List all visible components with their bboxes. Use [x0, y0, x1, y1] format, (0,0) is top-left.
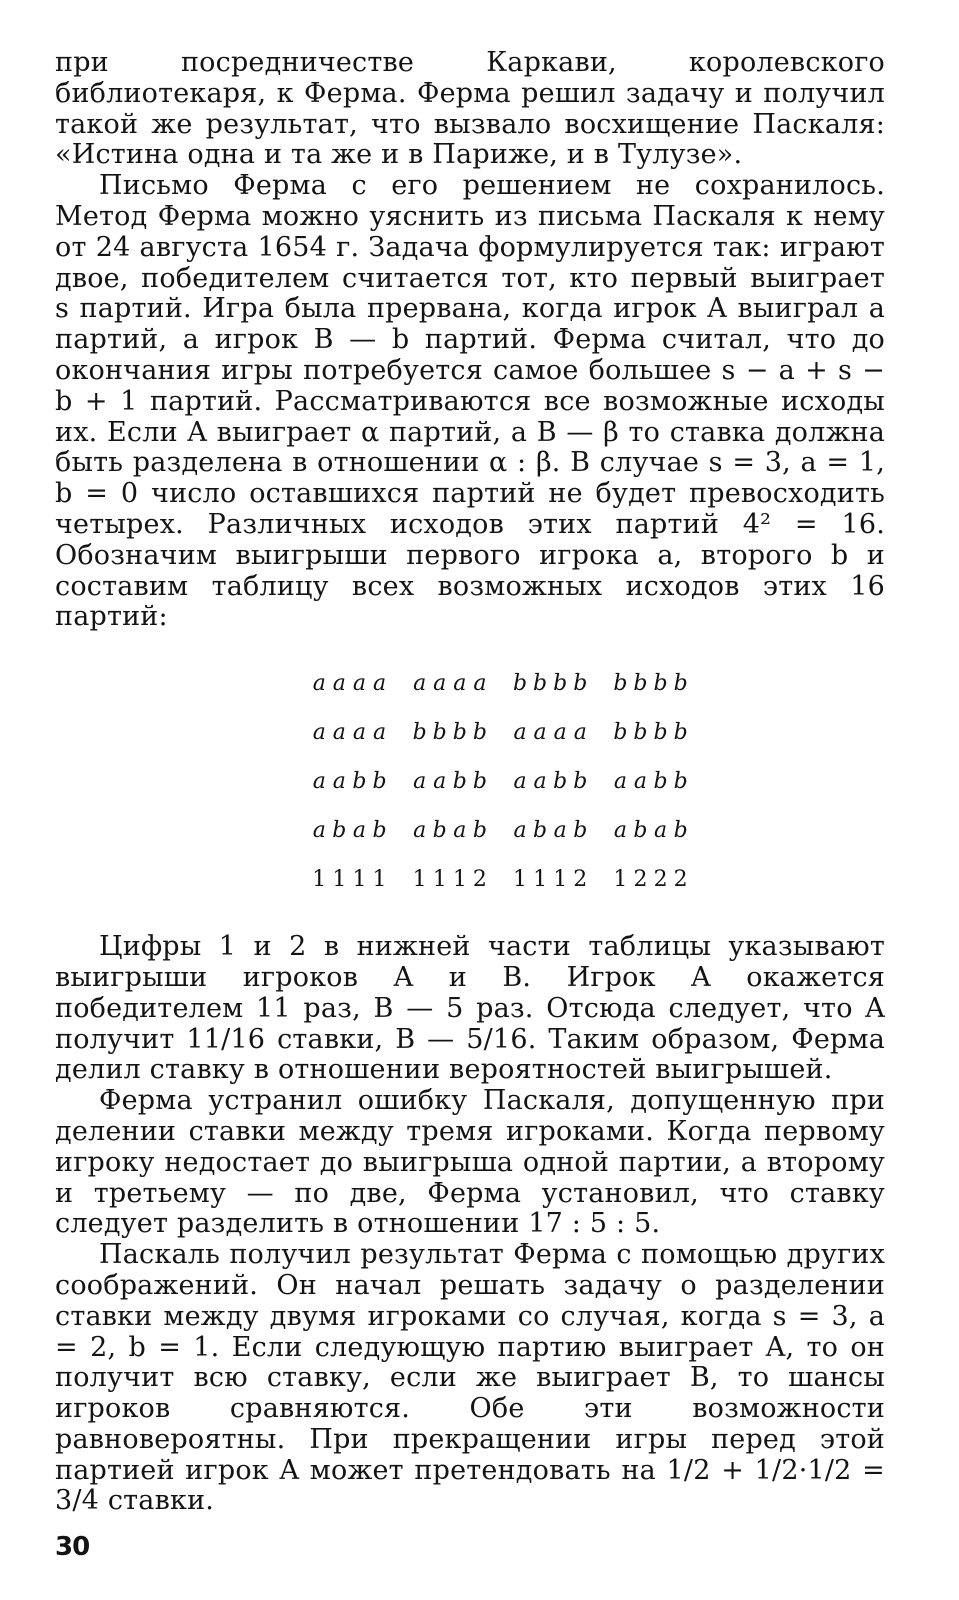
table-cell: 2 [573, 867, 588, 893]
table-row [309, 806, 690, 855]
table-cell: 2 [633, 867, 648, 893]
table-cell: b [613, 720, 628, 746]
table-cell: a [433, 671, 447, 697]
table-cell: a [513, 769, 527, 795]
group-gap [590, 757, 610, 806]
table-row [309, 659, 690, 708]
table-cell: b [533, 818, 548, 844]
outcomes-table-container [55, 659, 885, 904]
table-cell: b [633, 818, 648, 844]
table-cell: a [433, 769, 447, 795]
table-cell: b [633, 671, 648, 697]
table-cell: 1 [412, 867, 427, 893]
paragraph-fermat-method: Письмо Ферма с его решением не сохранилось. Метод Ферма можно уяснить из письма Паскаля к нему от 24 августа 1654 г. Задача формулируется так: играют двое, победителем считается тот, кто первый выиграет s партий. Игра была прервана, когда игрок A выиграл a партий, а игрок B — b партий. Ферма считал, что до окончания игры потребуется самое большее s − a + s − b + 1 партий. Рассматриваются все возможные исходы их. Если A выиграет α партий, а B — β то ставка должна быть разделена в отношении α : β. В случае s = 3, a = 1, b = 0 число оставшихся партий не будет превосходить четырех. Различных исходов этих партий 4² = 16. Обозначим выигрыши первого игрока a, второго b и составим таблицу всех возможных исходов этих 16 партий: [55, 170, 885, 633]
group-gap [390, 659, 410, 708]
group-gap [590, 708, 610, 757]
table-cell: a [352, 818, 366, 844]
table-cell: b [553, 671, 568, 697]
table-cell: 1 [533, 867, 548, 893]
group-gap [490, 708, 510, 757]
table-cell: a [654, 818, 668, 844]
table-cell: b [533, 671, 548, 697]
table-cell: b [372, 769, 387, 795]
group-gap [390, 855, 410, 904]
table-cell: a [413, 818, 427, 844]
group-gap [490, 806, 510, 855]
table-cell: a [372, 671, 387, 697]
table-cell: 1 [312, 867, 327, 893]
table-cell: b [332, 818, 347, 844]
table-cell: 1 [352, 867, 367, 893]
table-cell: a [473, 671, 487, 697]
table-cell: b [512, 671, 528, 697]
group-gap [590, 855, 610, 904]
table-cell: b [452, 769, 467, 795]
table-cell: b [673, 720, 688, 746]
table-cell: a [553, 818, 567, 844]
group-gap [490, 855, 510, 904]
table-cell: a [372, 720, 387, 746]
table-cell: a [312, 671, 326, 697]
table-cell: b [472, 720, 487, 746]
table-cell: 2 [673, 867, 688, 893]
table-cell: a [453, 671, 467, 697]
table-cell: a [513, 720, 527, 746]
table-cell: b [573, 769, 588, 795]
paragraph-three-players: Ферма устранил ошибку Паскаля, допущенную при делении ставки между тремя игроками. Когда первому игроку недостает до выигрыша одной партии, а второму и третьему — по две, Ферма установил, что ставку следует разделить в отношении 17 : 5 : 5. [55, 1085, 885, 1240]
table-cell: b [432, 818, 447, 844]
group-gap [390, 757, 410, 806]
group-gap [390, 708, 410, 757]
table-cell: b [653, 720, 668, 746]
table-cell: a [332, 720, 346, 746]
group-gap [490, 659, 510, 708]
table-cell: 1 [613, 867, 628, 893]
table-cell: b [633, 720, 648, 746]
table-cell: a [453, 818, 467, 844]
table-cell: b [653, 671, 668, 697]
page-body [55, 48, 885, 1517]
table-cell: a [332, 769, 346, 795]
table-cell: a [312, 769, 326, 795]
table-cell: a [613, 818, 627, 844]
table-cell: 1 [372, 867, 387, 893]
table-cell: b [573, 818, 588, 844]
table-cell: 1 [513, 867, 527, 893]
table-cell: b [372, 818, 387, 844]
table-cell: b [613, 671, 628, 697]
table-cell: a [633, 769, 648, 795]
table-result-row [309, 855, 690, 904]
table-row [309, 708, 690, 757]
table-cell: a [352, 720, 366, 746]
table-cell: 1 [452, 867, 467, 893]
group-gap [490, 757, 510, 806]
table-cell: a [413, 769, 427, 795]
page-number: 30 [55, 1532, 90, 1562]
table-cell: a [332, 671, 346, 697]
table-cell: b [432, 720, 447, 746]
table-cell: b [472, 818, 487, 844]
group-gap [590, 806, 610, 855]
table-cell: 1 [553, 867, 568, 893]
table-cell: b [573, 671, 588, 697]
table-cell: b [412, 720, 427, 746]
table-cell: 2 [653, 867, 668, 893]
outcomes-table [309, 659, 690, 904]
table-cell: a [413, 671, 427, 697]
table-cell: a [553, 720, 567, 746]
table-cell: a [513, 818, 527, 844]
table-cell: 1 [332, 867, 347, 893]
group-gap [590, 659, 610, 708]
table-cell: b [553, 769, 568, 795]
table-cell: b [452, 720, 467, 746]
table-cell: 1 [432, 867, 447, 893]
table-cell: a [312, 720, 326, 746]
table-cell: b [673, 818, 688, 844]
table-cell: 2 [472, 867, 487, 893]
group-gap [390, 806, 410, 855]
table-cell: b [673, 769, 688, 795]
table-cell: a [533, 720, 547, 746]
table-cell: a [352, 671, 366, 697]
table-cell: a [533, 769, 547, 795]
paragraph-continuation: при посредничестве Каркави, королевского библиотекаря, к Ферма. Ферма решил задачу и получил такой же результат, что вызвало восхищение Паскаля: «Истина одна и та же и в Париже, и в Тулузе». [55, 47, 885, 171]
paragraph-pascal-method: Паскаль получил результат Ферма с помощью других соображений. Он начал решать задачу о разделении ставки между двумя игроками со случая, когда s = 3, a = 2, b = 1. Если следующую партию выиграет A, то он получит всю ставку, если же выиграет B, то шансы игроков сравняются. Обе эти возможности равновероятны. При прекращении игры перед этой партией игрок A может претендовать на 1/2 + 1/2·1/2 = 3/4 ставки. [55, 1239, 885, 1517]
table-cell: a [613, 769, 627, 795]
table-cell: b [653, 769, 668, 795]
table-cell: b [472, 769, 487, 795]
table-row [309, 757, 690, 806]
table-cell: a [573, 720, 587, 746]
table-cell: b [673, 671, 688, 697]
table-cell: b [352, 769, 367, 795]
table-cell: a [312, 818, 326, 844]
paragraph-table-explanation: Цифры 1 и 2 в нижней части таблицы указывают выигрыши игроков A и B. Игрок A окажется победителем 11 раз, B — 5 раз. Отсюда следует, что A получит 11/16 ставки, B — 5/16. Таким образом, Ферма делил ставку в отношении вероятностей выигрышей. [55, 931, 885, 1086]
